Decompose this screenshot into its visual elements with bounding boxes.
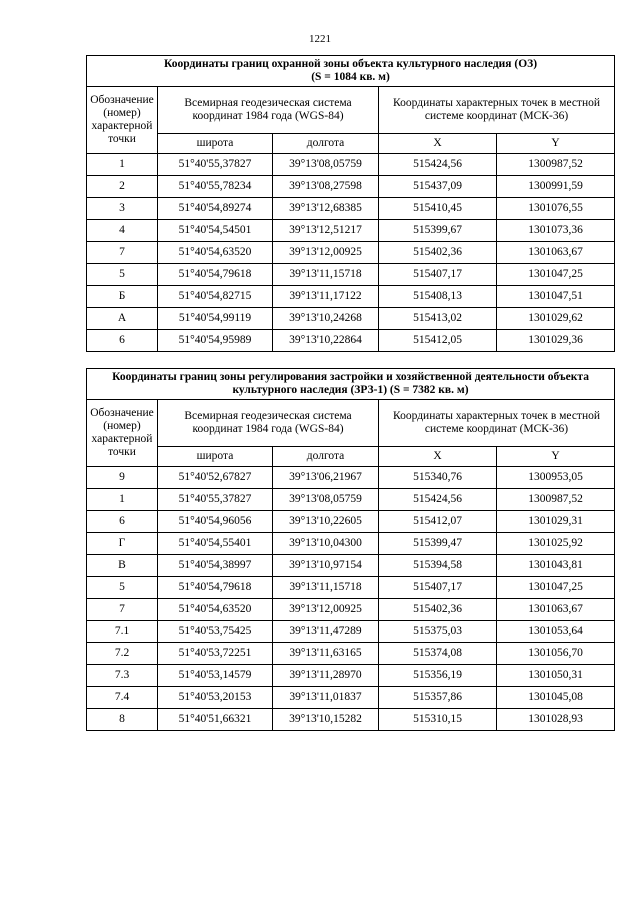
- cell-longitude: 39°13'10,97154: [273, 555, 379, 577]
- cell-longitude: 39°13'08,27598: [273, 176, 379, 198]
- table-title: [87, 369, 615, 400]
- cell-latitude: 51°40'53,20153: [158, 687, 273, 709]
- header-lon: долгота: [273, 447, 379, 467]
- cell-latitude: 51°40'54,63520: [158, 242, 273, 264]
- table-row: [87, 643, 615, 665]
- table-row: [87, 665, 615, 687]
- table-body: [87, 154, 615, 352]
- zrz-coordinates-table: [86, 368, 615, 731]
- cell-x: 515340,76: [379, 467, 497, 489]
- cell-point: 7.1: [87, 621, 158, 643]
- header-wgs: Всемирная геодезическая система координат 1984 года (WGS-84): [158, 400, 379, 447]
- cell-latitude: 51°40'54,55401: [158, 533, 273, 555]
- cell-latitude: 51°40'54,79618: [158, 264, 273, 286]
- cell-x: 515412,05: [379, 330, 497, 352]
- cell-y: 1301076,55: [497, 198, 615, 220]
- cell-latitude: 51°40'54,63520: [158, 599, 273, 621]
- cell-point: 5: [87, 577, 158, 599]
- cell-y: 1301029,62: [497, 308, 615, 330]
- cell-latitude: 51°40'55,37827: [158, 154, 273, 176]
- cell-x: 515412,07: [379, 511, 497, 533]
- cell-x: 515356,19: [379, 665, 497, 687]
- cell-y: 1301028,93: [497, 709, 615, 731]
- cell-x: 515408,13: [379, 286, 497, 308]
- cell-x: 515424,56: [379, 489, 497, 511]
- cell-x: 515375,03: [379, 621, 497, 643]
- table-row: [87, 220, 615, 242]
- cell-longitude: 39°13'11,15718: [273, 577, 379, 599]
- cell-y: 1301050,31: [497, 665, 615, 687]
- cell-x: 515394,58: [379, 555, 497, 577]
- page-number: 1221: [309, 33, 331, 45]
- cell-latitude: 51°40'51,66321: [158, 709, 273, 731]
- cell-x: 515402,36: [379, 599, 497, 621]
- cell-latitude: 51°40'54,89274: [158, 198, 273, 220]
- cell-y: 1301047,51: [497, 286, 615, 308]
- cell-x: 515374,08: [379, 643, 497, 665]
- cell-y: 1301029,31: [497, 511, 615, 533]
- cell-y: 1301029,36: [497, 330, 615, 352]
- cell-point: 4: [87, 220, 158, 242]
- cell-latitude: 51°40'54,95989: [158, 330, 273, 352]
- table-row: [87, 264, 615, 286]
- header-point: Обозначение (номер) характерной точки: [87, 400, 158, 467]
- cell-longitude: 39°13'10,04300: [273, 533, 379, 555]
- header-wgs: Всемирная геодезическая система координат 1984 года (WGS-84): [158, 87, 379, 134]
- table-title-text: Координаты границ зоны регулирования застройки и хозяйственной деятельности объекта культурного наследия (ЗРЗ-1) (S = 7382 кв. м): [112, 371, 589, 396]
- cell-longitude: 39°13'12,68385: [273, 198, 379, 220]
- cell-latitude: 51°40'54,54501: [158, 220, 273, 242]
- cell-longitude: 39°13'10,22605: [273, 511, 379, 533]
- cell-x: 515357,86: [379, 687, 497, 709]
- cell-longitude: 39°13'12,00925: [273, 599, 379, 621]
- cell-y: 1301025,92: [497, 533, 615, 555]
- table-area: (S = 1084 кв. м): [311, 71, 390, 83]
- cell-longitude: 39°13'06,21967: [273, 467, 379, 489]
- cell-y: 1300991,59: [497, 176, 615, 198]
- cell-longitude: 39°13'08,05759: [273, 489, 379, 511]
- table-row: [87, 577, 615, 599]
- header-lon: долгота: [273, 134, 379, 154]
- cell-longitude: 39°13'11,17122: [273, 286, 379, 308]
- table-row: [87, 308, 615, 330]
- table-row: [87, 467, 615, 489]
- cell-point: 8: [87, 709, 158, 731]
- table-row: [87, 154, 615, 176]
- cell-x: 515407,17: [379, 577, 497, 599]
- cell-y: 1301063,67: [497, 599, 615, 621]
- table-row: [87, 599, 615, 621]
- cell-latitude: 51°40'53,75425: [158, 621, 273, 643]
- cell-point: 1: [87, 489, 158, 511]
- cell-longitude: 39°13'10,15282: [273, 709, 379, 731]
- header-x: X: [379, 134, 497, 154]
- table-body: [87, 467, 615, 731]
- cell-point: 7.4: [87, 687, 158, 709]
- cell-x: 515407,17: [379, 264, 497, 286]
- cell-y: 1301056,70: [497, 643, 615, 665]
- cell-longitude: 39°13'12,00925: [273, 242, 379, 264]
- cell-point: В: [87, 555, 158, 577]
- cell-x: 515399,47: [379, 533, 497, 555]
- header-msk: Координаты характерных точек в местной системе координат (МСК-36): [379, 400, 615, 447]
- table-row: [87, 709, 615, 731]
- cell-y: 1300987,52: [497, 489, 615, 511]
- cell-latitude: 51°40'53,14579: [158, 665, 273, 687]
- cell-latitude: 51°40'53,72251: [158, 643, 273, 665]
- cell-latitude: 51°40'54,99119: [158, 308, 273, 330]
- header-msk: Координаты характерных точек в местной системе координат (МСК-36): [379, 87, 615, 134]
- cell-longitude: 39°13'10,24268: [273, 308, 379, 330]
- cell-point: 7.3: [87, 665, 158, 687]
- header-lat: широта: [158, 134, 273, 154]
- cell-point: Б: [87, 286, 158, 308]
- cell-y: 1301063,67: [497, 242, 615, 264]
- cell-point: 7: [87, 242, 158, 264]
- table-title: [87, 56, 615, 87]
- cell-latitude: 51°40'52,67827: [158, 467, 273, 489]
- cell-point: 5: [87, 264, 158, 286]
- cell-x: 515402,36: [379, 242, 497, 264]
- cell-x: 515410,45: [379, 198, 497, 220]
- table-row: [87, 621, 615, 643]
- table-row: [87, 198, 615, 220]
- cell-latitude: 51°40'54,82715: [158, 286, 273, 308]
- cell-point: 7.2: [87, 643, 158, 665]
- header-y: Y: [497, 134, 615, 154]
- cell-y: 1301053,64: [497, 621, 615, 643]
- cell-latitude: 51°40'54,38997: [158, 555, 273, 577]
- cell-longitude: 39°13'11,15718: [273, 264, 379, 286]
- cell-point: 1: [87, 154, 158, 176]
- cell-x: 515437,09: [379, 176, 497, 198]
- cell-longitude: 39°13'11,01837: [273, 687, 379, 709]
- cell-latitude: 51°40'55,37827: [158, 489, 273, 511]
- cell-x: 515399,67: [379, 220, 497, 242]
- cell-point: 6: [87, 511, 158, 533]
- cell-point: 3: [87, 198, 158, 220]
- cell-x: 515413,02: [379, 308, 497, 330]
- cell-latitude: 51°40'54,79618: [158, 577, 273, 599]
- cell-latitude: 51°40'55,78234: [158, 176, 273, 198]
- table-row: [87, 176, 615, 198]
- cell-y: 1301047,25: [497, 577, 615, 599]
- cell-y: 1301045,08: [497, 687, 615, 709]
- oz-coordinates-table: [86, 55, 615, 352]
- cell-point: 2: [87, 176, 158, 198]
- table-row: [87, 533, 615, 555]
- cell-y: 1301073,36: [497, 220, 615, 242]
- table-row: [87, 511, 615, 533]
- header-lat: широта: [158, 447, 273, 467]
- cell-point: 7: [87, 599, 158, 621]
- table-row: [87, 330, 615, 352]
- table-row: [87, 687, 615, 709]
- cell-point: 6: [87, 330, 158, 352]
- table-row: [87, 242, 615, 264]
- table-row: [87, 489, 615, 511]
- table-title-text: Координаты границ охранной зоны объекта культурного наследия (ОЗ): [163, 58, 538, 70]
- cell-longitude: 39°13'10,22864: [273, 330, 379, 352]
- cell-x: 515310,15: [379, 709, 497, 731]
- cell-latitude: 51°40'54,96056: [158, 511, 273, 533]
- cell-point: 9: [87, 467, 158, 489]
- table-row: [87, 555, 615, 577]
- cell-longitude: 39°13'11,28970: [273, 665, 379, 687]
- cell-longitude: 39°13'08,05759: [273, 154, 379, 176]
- cell-point: Г: [87, 533, 158, 555]
- cell-point: А: [87, 308, 158, 330]
- cell-y: 1301047,25: [497, 264, 615, 286]
- header-point: Обозначение (номер) характерной точки: [87, 87, 158, 154]
- header-x: X: [379, 447, 497, 467]
- header-y: Y: [497, 447, 615, 467]
- cell-y: 1300953,05: [497, 467, 615, 489]
- cell-y: 1301043,81: [497, 555, 615, 577]
- cell-longitude: 39°13'12,51217: [273, 220, 379, 242]
- cell-x: 515424,56: [379, 154, 497, 176]
- table-row: [87, 286, 615, 308]
- cell-longitude: 39°13'11,63165: [273, 643, 379, 665]
- cell-y: 1300987,52: [497, 154, 615, 176]
- cell-longitude: 39°13'11,47289: [273, 621, 379, 643]
